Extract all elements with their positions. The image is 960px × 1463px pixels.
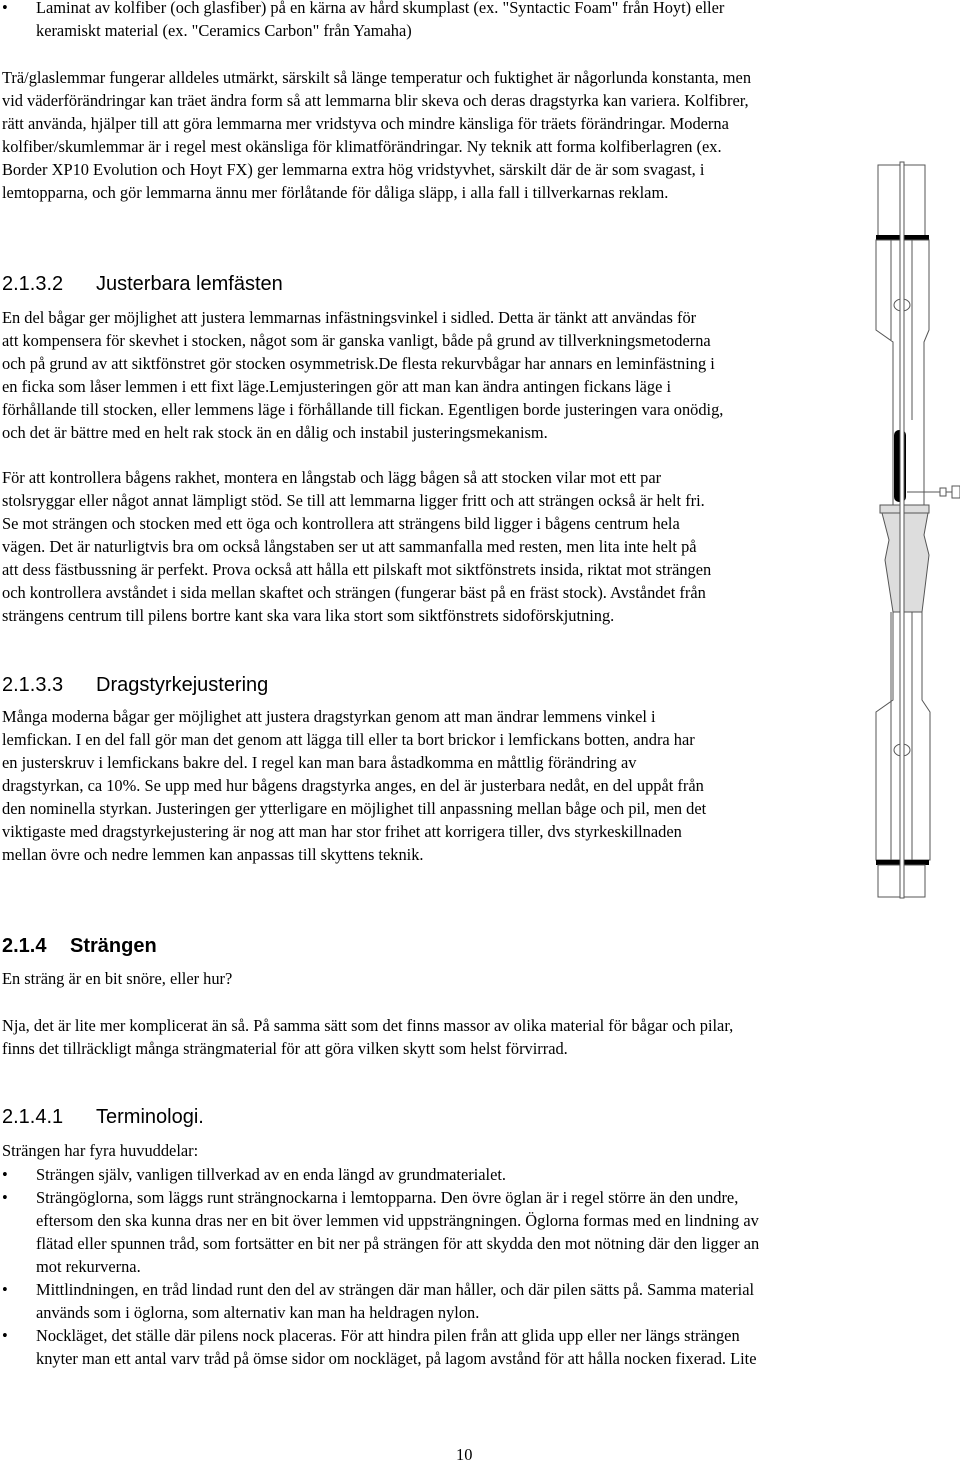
grip (882, 513, 929, 612)
intro-bullet (2, 0, 724, 42)
text-line: Många moderna bågar ger möjlighet att justera dragstyrkan genom att man ändrar lemmens vinkel i (2, 707, 656, 726)
text-line (2, 0, 724, 19)
text-line: den nominella styrkan. Justeringen ger ytterligare en möjlighet till anpassning mellan båge och pil, men det (2, 799, 707, 818)
text-line: stolsryggar eller något annat lämpligt stöd. Se till att lemmarna ligger fritt och att strängen också är helt fri. (2, 491, 705, 510)
bullet-text: Strängen själv, vanligen tillverkad av en enda längd av grundmaterialet. (36, 1165, 507, 1184)
heading-2-1-3-3 (2, 674, 268, 697)
bullet-text: Mittlindningen, en tråd lindad runt den del av strängen där man håller, och där pilen sätts på. Samma material (36, 1280, 755, 1299)
text-line: rätt använda, hjälper till att göra lemmarna mer vridstyva och mindre känsliga för träets förändringar. Moderna (2, 114, 729, 133)
text-line: en justerskruv i lemfickans bakre del. I regel kan man bara åstadkomma en måttlig förändring av (2, 753, 637, 772)
bullet-text: Strängöglorna, som läggs runt strängnockarna i lemtopparna. Den övre öglan är i regel större än den undre, (36, 1188, 739, 1207)
text-line: och på grund av att siktfönstret gör stocken osymmetrisk.De flesta rekurvbågar har annars en leminfästning i (2, 354, 715, 373)
list-item (2, 1278, 759, 1324)
text-line: lemfickan. I en del fall gör man det genom att lägga till eller ta bort brickor i lemfickans botten, andra har (2, 730, 695, 749)
text-line: finns det tillräckligt många strängmaterial för att göra vilken skytt som helst förvirrad. (2, 1039, 568, 1058)
paragraph (2, 66, 751, 204)
text-line (2, 1278, 759, 1301)
text-line: mot rekurverna. (36, 1257, 141, 1276)
text-line: Se mot strängen och stocken med ett öga och kontrollera att strängens bild ligger i bågens centrum hela (2, 514, 680, 533)
text-line: och det är bättre med en helt rak stock än en dålig och instabil justeringsmekanism. (2, 423, 548, 442)
text-line: och kontrollera avståndet i sida mellan skaftet och strängen (fungerar bäst på en fräst stock). Avståndet från (2, 583, 706, 602)
text-line: att kompensera för skevhet i stocken, något som är ganska vanligt, både på grund av tillverkningsmetoderna (2, 331, 711, 350)
paragraph (2, 1139, 198, 1162)
text-line: knyter man ett antal varv tråd på ömse sidor om nockläget, på lagom avstånd för att hålla nocken fixerad. Lite (36, 1349, 757, 1368)
text-line: En sträng är en bit snöre, eller hur? (2, 969, 233, 988)
heading-2-1-4 (2, 935, 157, 958)
heading-title: Dragstyrkejustering (96, 674, 269, 696)
paragraph (2, 967, 232, 990)
bullet-text: Laminat av kolfiber (och glasfiber) på en kärna av hård skumplast (ex. "Syntactic Foam" från Hoyt) eller (36, 0, 725, 17)
paragraph (2, 306, 723, 444)
heading-number: 2.1.4 (2, 935, 47, 957)
bullet-icon: • (2, 1165, 8, 1184)
text-line: en ficka som låser lemmen i ett fixt läge.Lemjusteringen gör att man kan ändra antingen fickans läge i (2, 377, 672, 396)
bullet-icon: • (2, 0, 8, 17)
text-line: eftersom den ska kunna dras ner en bit över lemmen vid uppsträngningen. Öglorna formas med en lindning av (36, 1211, 759, 1230)
text-line: Nja, det är lite mer komplicerat än så. På samma sätt som det finns massor av olika material för bågar och pilar, (2, 1016, 734, 1035)
heading-number: 2.1.3.2 (2, 273, 64, 295)
list-item (2, 1163, 759, 1186)
text-line (2, 1186, 759, 1209)
paragraph (2, 466, 711, 627)
bowstring (900, 162, 904, 898)
bow-riser-diagram (860, 155, 960, 905)
text-line: Strängen har fyra huvuddelar: (2, 1141, 199, 1160)
text-line: lemtopparna, och gör lemmarna ännu mer förlåtande för dåliga släpp, i alla fall i tillverkarnas reklam. (2, 183, 669, 202)
page-number: 10 (456, 1445, 473, 1463)
text-line (2, 1324, 759, 1347)
heading-number: 2.1.4.1 (2, 1106, 64, 1128)
text-line (2, 1163, 759, 1186)
bullet-icon: • (2, 1280, 8, 1299)
list-item (2, 1186, 759, 1278)
heading-title: Justerbara lemfästen (96, 273, 283, 295)
bullet-list (2, 1163, 759, 1370)
list-item (2, 1324, 759, 1370)
text-line: vid väderförändringar kan träet ändra form så att lemmarna blir skeva och deras dragstyrka kan variera. Kolfibrer, (2, 91, 749, 110)
heading-title: Strängen (70, 935, 157, 957)
heading-2-1-4-1 (2, 1106, 204, 1129)
paragraph (2, 1014, 733, 1060)
text-line: mellan övre och nedre lemmen kan anpassas till skyttens teknik. (2, 845, 424, 864)
text-line: Border XP10 Evolution och Hoyt FX) ger lemmarna extra hög vridstyvhet, särskilt där de är som svagast, i (2, 160, 705, 179)
text-line: En del bågar ger möjlighet att justera lemmarnas infästningsvinkel i sidled. Detta är tänkt att användas för (2, 308, 697, 327)
text-line: viktigaste med dragstyrkejustering är nog att man har stor frihet att korrigera tiller, dvs styrkeskillnaden (2, 822, 682, 841)
text-line: För att kontrollera bågens rakhet, montera en långstab och lägg bågen så att stocken vilar mot ett par (2, 468, 662, 487)
bullet-text: Nockläget, det ställe där pilens nock placeras. För att hindra pilen från att glida upp eller ner längs strängen (36, 1326, 740, 1345)
paragraph (2, 705, 706, 866)
text-line: kolfiber/skumlemmar är i regel mest okänsliga för klimatförändringar. Ny teknik att forma kolfiberlagren (ex. (2, 137, 722, 156)
text-line: används som i öglorna, som alternativ kan man ha heldragen nylon. (36, 1303, 480, 1322)
heading-title: Terminologi. (96, 1106, 204, 1128)
text-line: dragstyrkan, ca 10%. Se upp med hur bågens dragstyrka anges, en del är justerbara nedåt, en del uppåt från (2, 776, 704, 795)
bullet-icon: • (2, 1188, 8, 1207)
text-line: att dess fästbussning är perfekt. Prova också att hålla ett pilskaft mot siktfönstrets insida, riktat mot strängen (2, 560, 712, 579)
text-line: vägen. Det är naturligtvis bra om också långstaben ser ut att sammanfalla med resten, men lita inte helt på (2, 537, 697, 556)
text-line: strängens centrum till pilens bortre kant ska vara lika stort som siktfönstrets sidoförskjutning. (2, 606, 615, 625)
text-line: Trä/glaslemmar fungerar alldeles utmärkt, särskilt så länge temperatur och fuktighet är någorlunda konstanta, men (2, 68, 752, 87)
text-line: flätad eller spunnen tråd, som fortsätter en bit ner på strängen för att skydda den mot nötning där den ligger an (36, 1234, 760, 1253)
bullet-icon: • (2, 1326, 8, 1345)
heading-2-1-3-2 (2, 273, 283, 296)
text-line: förhållande till stocken, eller lemmens läge i förhållande till fickan. Egentligen borde justeringen vara onödig, (2, 400, 724, 419)
text-line: keramiskt material (ex. "Ceramics Carbon" från Yamaha) (36, 21, 412, 40)
heading-number: 2.1.3.3 (2, 674, 64, 696)
